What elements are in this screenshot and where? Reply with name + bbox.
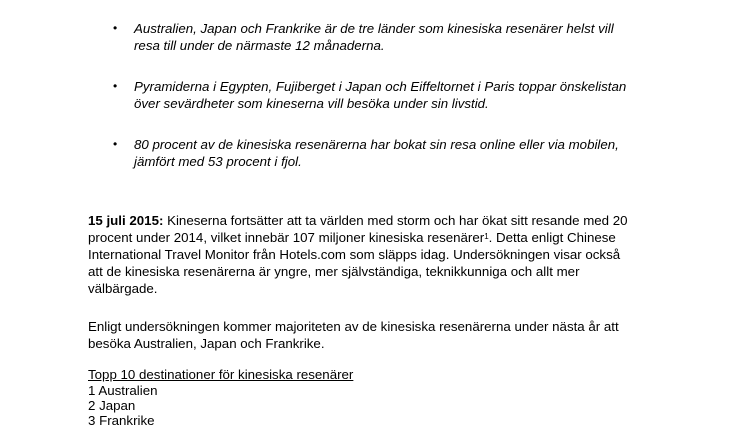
intro-text: Kineserna fortsätter att ta världen med storm och har ökat sitt resande med 20 — [163, 213, 628, 228]
bullet-line: Pyramiderna i Egypten, Fujiberget i Japan och Eiffeltornet i Paris toppar önskelistan — [134, 79, 627, 94]
top10-heading: Topp 10 destinationer för kinesiska resenärer — [88, 367, 354, 382]
bullet-line: 80 procent av de kinesiska resenärerna har bokat sin resa online eller via mobilen, — [134, 137, 619, 152]
intro-text: . Detta enligt Chinese — [488, 230, 616, 245]
intro-line: att de kinesiska resenärerna är yngre, mer självständiga, teknikkunniga och allt mer — [88, 264, 580, 279]
survey-line: besöka Australien, Japan och Frankrike. — [88, 336, 325, 351]
bullet-line: Australien, Japan och Frankrike är de tre länder som kinesiska resenärer helst vill — [134, 21, 614, 36]
intro-line — [88, 229, 688, 246]
intro-text: procent under 2014, vilket innebär 107 miljoner kinesiska resenärer — [88, 230, 485, 245]
press-date: 15 juli 2015: — [88, 213, 164, 228]
top10-list — [88, 366, 688, 428]
top10-item: 3 Frankrike — [88, 413, 155, 428]
bullet-marker: • — [113, 79, 118, 93]
footnote-marker: 1 — [484, 232, 489, 241]
top10-item: 1 Australien — [88, 383, 158, 398]
survey-line: Enligt undersökningen kommer majoriteten av de kinesiska resenärerna under nästa år att — [88, 319, 619, 334]
bullet-text — [134, 136, 694, 170]
bullet-line: över sevärdheter som kineserna vill besöka under sin livstid. — [134, 96, 489, 111]
bullet-text — [134, 20, 694, 54]
intro-line — [88, 212, 688, 229]
survey-paragraph — [88, 318, 688, 352]
bullet-line: jämfört med 53 procent i fjol. — [134, 154, 302, 169]
bullet-line: resa till under de närmaste 12 månaderna. — [134, 38, 385, 53]
top10-item: 2 Japan — [88, 398, 136, 413]
bullet-marker: • — [113, 21, 118, 35]
intro-line: välbärgade. — [88, 281, 158, 296]
intro-line: International Travel Monitor från Hotels.com som släpps idag. Undersökningen visar också — [88, 247, 621, 262]
bullet-text — [134, 78, 694, 112]
intro-paragraph — [88, 212, 688, 297]
bullet-marker: • — [113, 137, 118, 151]
